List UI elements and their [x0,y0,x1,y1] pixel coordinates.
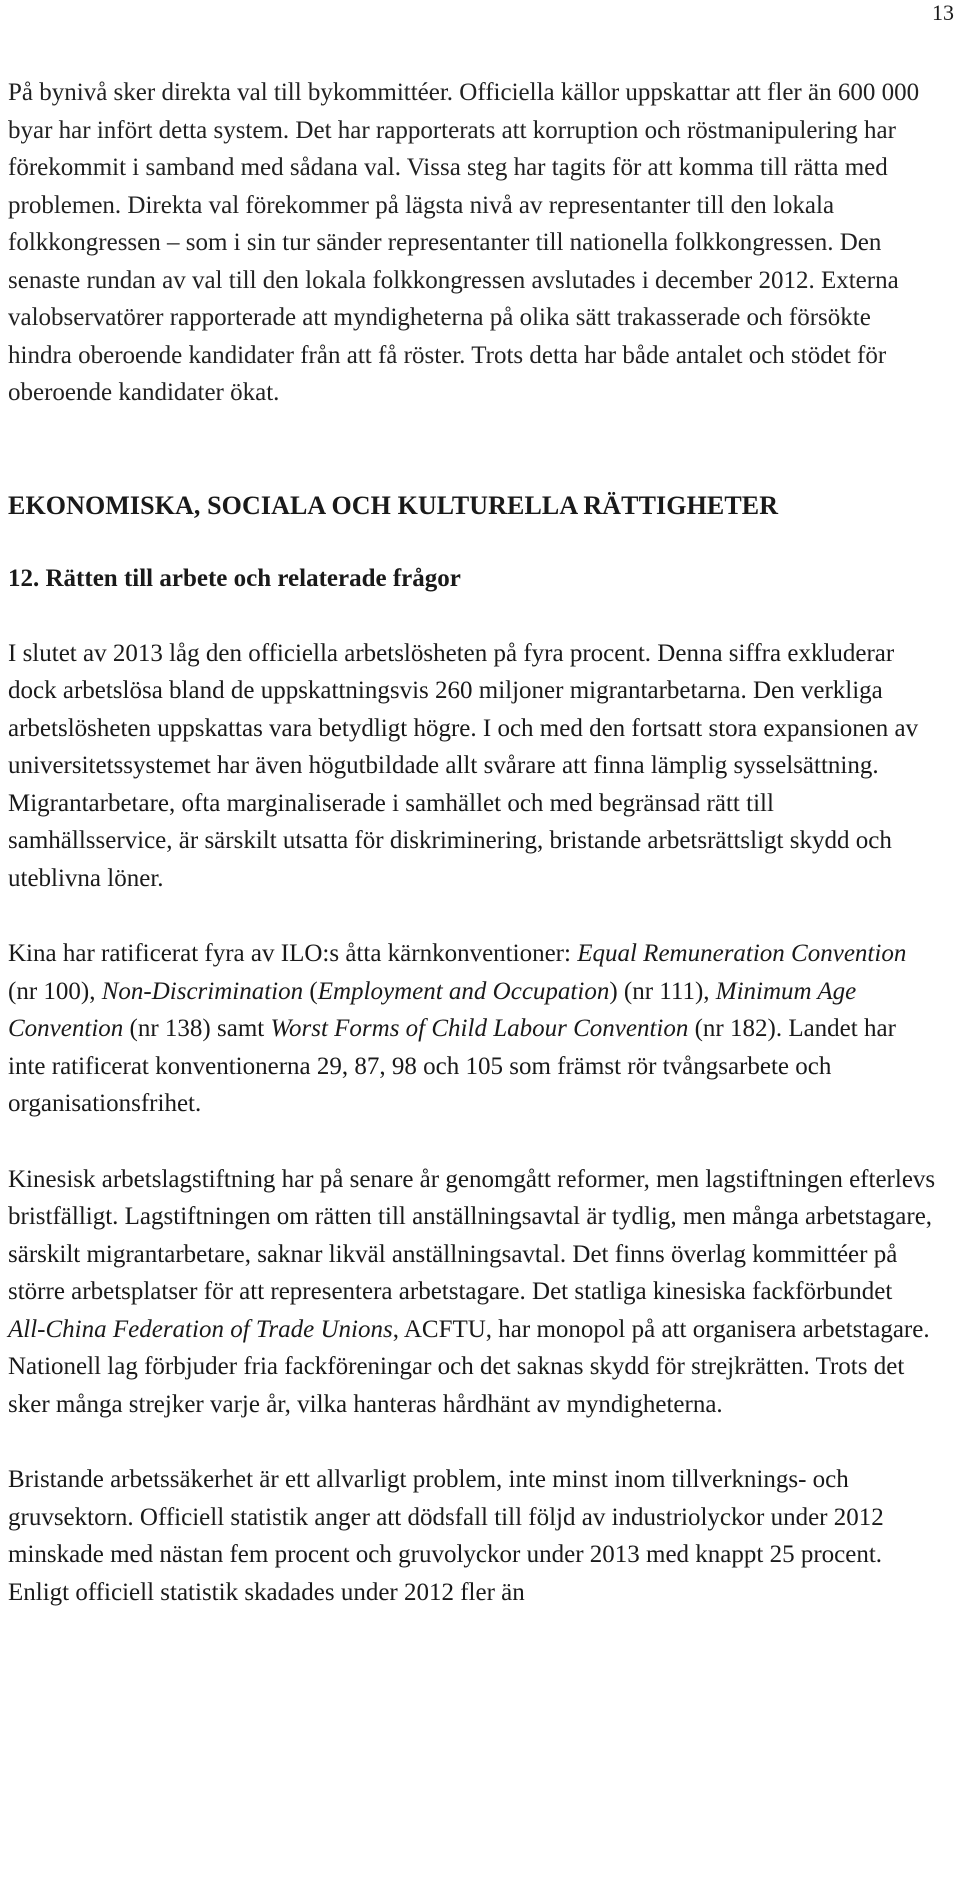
spacer [8,1123,936,1161]
text-run: ( [303,977,318,1005]
convention-title: Equal Remuneration Convention [577,940,907,967]
section-heading: EKONOMISKA, SOCIALA OCH KULTURELLA RÄTTIGHETER [8,490,779,520]
paragraph-unemployment: I slutet av 2013 låg den officiella arbetslösheten på fyra procent. Denna siffra exkluderar dock arbetslösa bland de uppskattningsvis 260 miljoner migrantarbetarna. Den verkliga arbetslösheten uppskattas vara betydligt högre. I och med den fortsatt stora expansionen av universitetssystemet har även högutbildade allt svårare att finna lämplig sysselsättning. Migrantarbetare, ofta marginaliserade i samhället och med begränsad rätt till samhällsservice, är särskilt utsatta för diskriminering, bristande arbetsrättsligt skydd och uteblivna löner. [8,639,919,892]
text-run: ) (nr 111), [609,977,716,1005]
convention-title: Employment and Occupation [317,977,610,1005]
convention-title: Non-Discrimination [101,977,304,1005]
convention-title: Worst Forms of Child Labour Convention [270,1015,689,1042]
text-run: , ACFTU, har monopol på att organisera arbetstagare. Nationell lag förbjuder fria fackföreningar och det saknas skydd för strejkrätten. Trots det sker många strejker varje år, vilka hanteras hårdhänt av myndigheterna. [8,1315,930,1418]
text-run: (nr 182). Landet har inte ratificerat konventionerna 29, 87, 98 och 105 som främst rör tvångsarbete och organisationsfrihet. [8,1015,896,1117]
text-run: Kinesisk arbetslagstiftning har på senare år genomgått reformer, men lagstiftningen efterlevs bristfälligt. Lagstiftningen om rätten till anställningsavtal är tydlig, men många arbetstagare, särskilt migrantarbetare, saknar likväl anställningsavtal. Det finns överlag kommittéer på större arbetsplatser för att representera arbetstagare. Det statliga kinesiska fackförbundet [8,1165,936,1305]
organization-name: All-China Federation of Trade Unions [8,1315,393,1343]
document-body [8,74,936,1611]
paragraph-labour-legislation [8,1161,936,1424]
text-run: Kina har ratificerat fyra av ILO:s åtta kärnkonventioner: [8,940,578,967]
text-run: (nr 138) samt [123,1015,271,1042]
spacer [8,412,936,487]
spacer [8,897,936,935]
subsection-heading: 12. Rätten till arbete och relaterade frågor [8,564,461,592]
text-run: (nr 100), [8,977,102,1005]
paragraph-ilo-conventions [8,935,936,1123]
convention-title: Minimum Age Convention [8,977,857,1042]
spacer [8,524,936,560]
paragraph-work-safety: Bristande arbetssäkerhet är ett allvarligt problem, inte minst inom tillverknings- och gruvsektorn. Officiell statistik anger att dödsfall till följd av industriolyckor under 2012 minskade med nästan fem procent och gruvolyckor under 2013 med knappt 25 procent. Enligt officiell statistik skadades under 2012 fler än [8,1466,884,1606]
page-number: 13 [932,0,954,25]
paragraph-village-elections: På bynivå sker direkta val till bykommittéer. Officiella källor uppskattar att fler än 600 000 byar har infört detta system. Det har rapporterats att korruption och röstmanipulering har förekommit i samband med sådana val. Vissa steg har tagits för att komma till rätta med problemen. Direkta val förekommer på lägsta nivå av representanter till den lokala folkkongressen – som i sin tur sänder representanter till nationella folkkongressen. Den senaste rundan av val till den lokala folkkongressen avslutades i december 2012. Externa valobservatörer rapporterade att myndigheterna på olika sätt trakasserade och försökte hindra oberoende kandidater från att få röster. Trots detta har både antalet och stödet för oberoende kandidater ökat. [8,79,920,406]
spacer [8,1423,936,1461]
spacer [8,597,936,635]
